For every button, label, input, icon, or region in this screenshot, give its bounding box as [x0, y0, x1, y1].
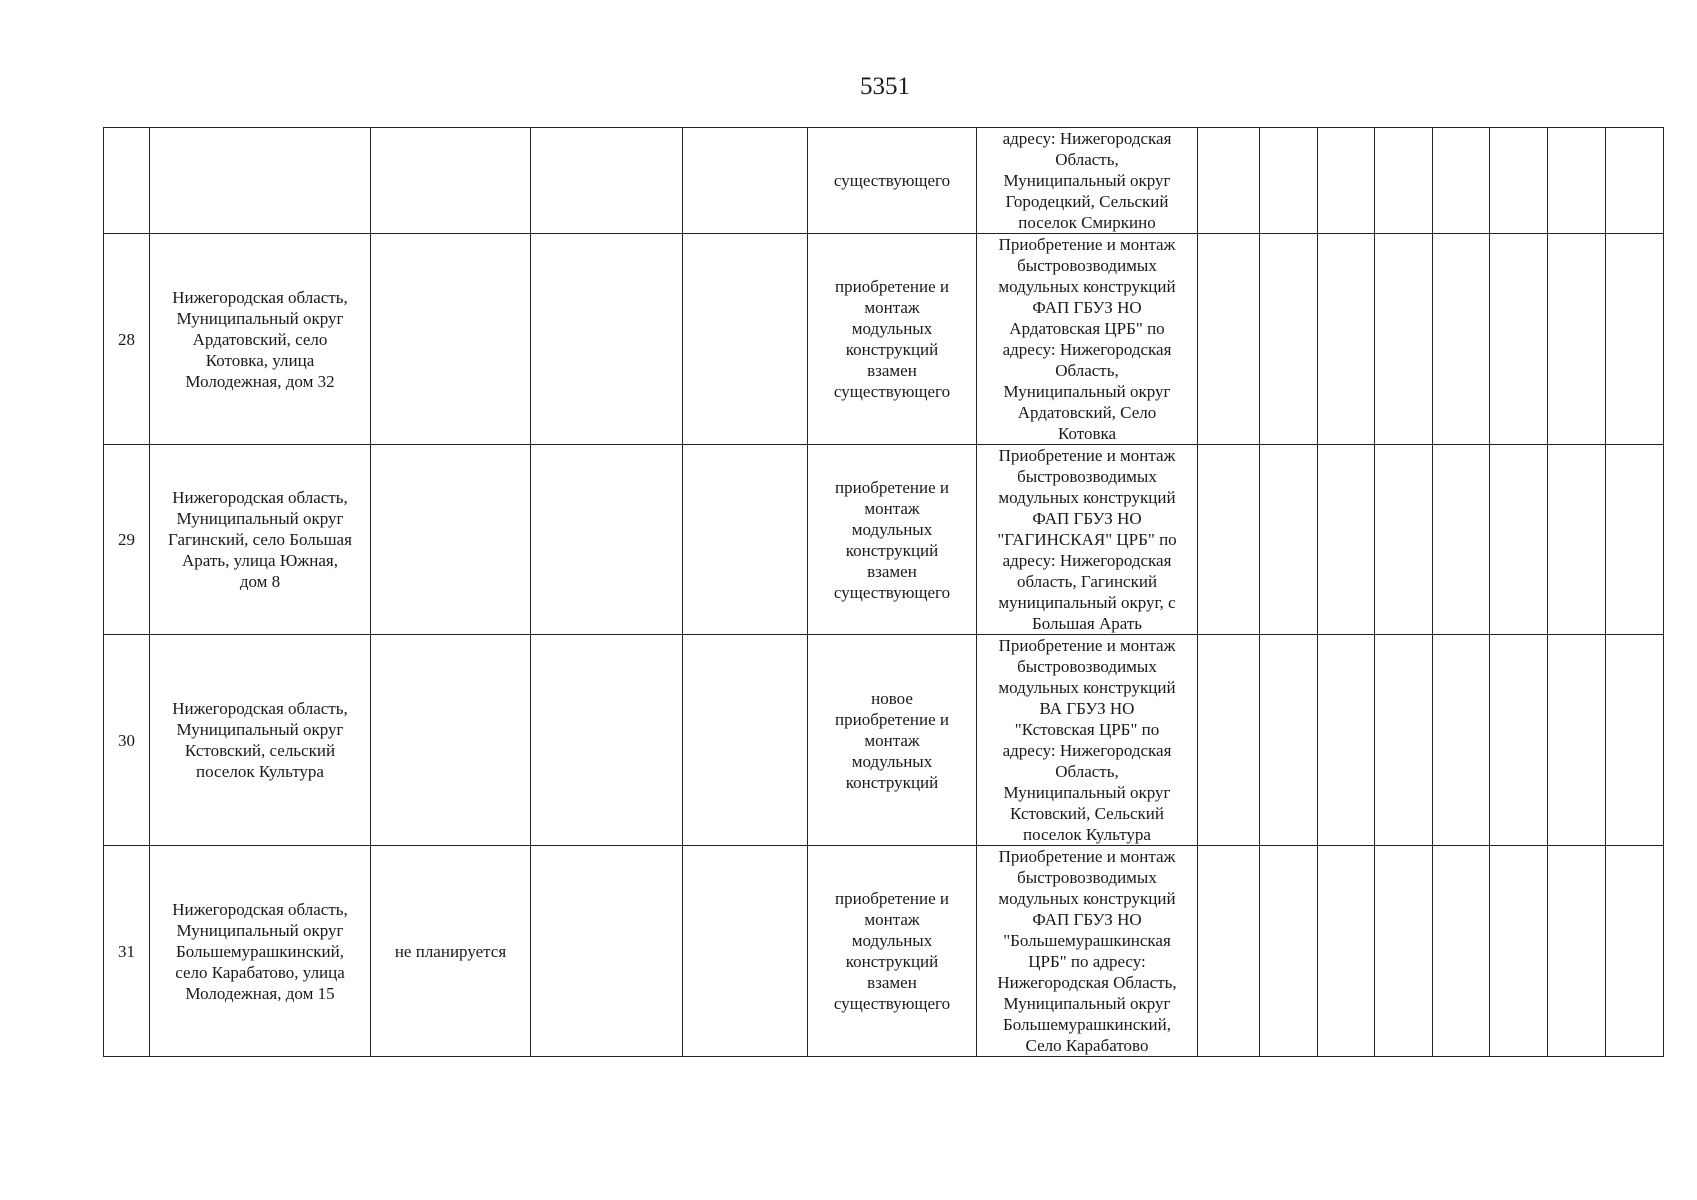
cell-line: монтаж — [864, 298, 920, 317]
empty-cell — [1260, 445, 1318, 635]
cell-line: ФАП ГБУЗ НО — [1032, 509, 1142, 528]
empty-cell — [1198, 635, 1260, 846]
cell-line: конструкций — [845, 772, 939, 792]
description-cell — [977, 846, 1198, 1057]
empty-cell — [1606, 445, 1664, 635]
empty-cell — [1433, 846, 1490, 1057]
cell-line: ФАП ГБУЗ НО — [1032, 298, 1142, 317]
cell-line: модульных — [851, 751, 933, 771]
page-number: 5351 — [860, 73, 910, 100]
empty-cell — [1198, 445, 1260, 635]
cell-line: модульных — [851, 519, 933, 539]
cell-line: Кстовский, Сельский — [1010, 804, 1164, 823]
cell-line: "ГАГИНСКАЯ" ЦРБ" по — [997, 530, 1177, 549]
cell-line: Котовка, улица — [205, 350, 315, 370]
empty-cell — [683, 635, 808, 846]
empty-cell — [1318, 234, 1375, 445]
cell-line: монтаж — [864, 730, 920, 750]
cell-line: Нижегородская Область, — [997, 973, 1177, 992]
cell-line: монтаж — [864, 498, 920, 518]
cell-line: Большемурашкинский, — [1002, 1015, 1171, 1034]
cell-line: Нижегородская область, — [172, 488, 348, 507]
empty-cell — [1490, 445, 1548, 635]
cell-line: адресу: Нижегородская — [1002, 129, 1172, 148]
cell-line: село Карабатово, улица — [175, 962, 345, 982]
cell-line: быстровозводимых — [1017, 467, 1157, 486]
cell-line: муниципальный округ, с — [998, 593, 1176, 612]
empty-cell — [1375, 128, 1433, 234]
cell-line: Область, — [1055, 361, 1119, 380]
cell-line: взамен — [867, 361, 917, 380]
empty-cell — [1260, 234, 1318, 445]
empty-cell — [1260, 128, 1318, 234]
cell-line: модульных конструкций — [998, 277, 1176, 296]
cell-line: Муниципальный округ — [1003, 382, 1171, 401]
empty-cell — [1375, 234, 1433, 445]
empty-cell — [1548, 846, 1606, 1057]
cell-line: Кстовский, сельский — [184, 741, 336, 760]
cell-line: приобретение и — [835, 477, 949, 497]
empty-cell — [531, 846, 683, 1057]
empty-cell — [1490, 128, 1548, 234]
cell-line: Муниципальный округ — [1003, 171, 1171, 190]
cell-line: адресу: Нижегородская — [1002, 551, 1172, 570]
cell-line: конструкций — [845, 540, 939, 560]
cell-line: Муниципальный округ — [176, 509, 344, 528]
table-row — [104, 635, 1664, 846]
cell-line: приобретение и — [835, 277, 949, 296]
empty-cell — [1606, 234, 1664, 445]
address-cell — [150, 445, 371, 635]
cell-line: Муниципальный округ — [176, 920, 344, 940]
cell-line: Муниципальный округ — [1003, 783, 1171, 802]
cell-line: Муниципальный округ — [1003, 994, 1171, 1013]
work-type-cell — [808, 445, 977, 635]
cell-line: Молодежная, дом 15 — [185, 983, 335, 1003]
work-type-cell — [808, 846, 977, 1057]
cell-line: "Кстовская ЦРБ" по — [1014, 720, 1160, 739]
cell-line: Нижегородская область, — [172, 699, 348, 718]
cell-line: Нижегородская область, — [172, 287, 348, 307]
cell-line: Приобретение и монтаж — [998, 235, 1176, 254]
empty-cell — [1433, 635, 1490, 846]
cell-line: Ардатовская ЦРБ" по — [1009, 319, 1165, 338]
cell-line: быстровозводимых — [1017, 256, 1157, 275]
cell-line: модульных конструкций — [998, 889, 1176, 908]
cell-line: дом 8 — [239, 572, 281, 591]
empty-cell — [1490, 846, 1548, 1057]
cell-line: Село Карабатово — [1025, 1036, 1149, 1055]
address-cell — [150, 128, 371, 234]
cell-line: поселок Культура — [196, 762, 324, 781]
empty-cell — [1318, 635, 1375, 846]
description-cell — [977, 234, 1198, 445]
cell-line: модульных — [851, 931, 933, 950]
empty-cell — [1548, 445, 1606, 635]
cell-line: Нижегородская область, — [172, 899, 348, 919]
empty-cell — [1198, 846, 1260, 1057]
row-number-cell: 29 — [104, 445, 150, 635]
address-cell — [150, 234, 371, 445]
empty-cell — [1318, 128, 1375, 234]
cell-line: адресу: Нижегородская — [1002, 741, 1172, 760]
cell-line: Большая Арать — [1031, 614, 1143, 633]
empty-cell — [1433, 234, 1490, 445]
cell-line: Ардатовский, село — [192, 329, 328, 349]
empty-cell — [1548, 234, 1606, 445]
cell-line: Приобретение и монтаж — [998, 636, 1176, 655]
cell-line: приобретение и — [835, 889, 949, 908]
cell-line: монтаж — [864, 910, 920, 929]
cell-line: новое — [871, 688, 913, 708]
empty-cell — [683, 846, 808, 1057]
plan-status-cell — [371, 635, 531, 846]
description-cell — [977, 128, 1198, 234]
empty-cell — [1375, 635, 1433, 846]
empty-cell — [531, 234, 683, 445]
empty-cell — [1606, 846, 1664, 1057]
cell-line: область, Гагинский — [1016, 572, 1158, 591]
row-number-cell: 28 — [104, 234, 150, 445]
empty-cell — [1198, 128, 1260, 234]
plan-status-cell — [371, 445, 531, 635]
description-cell — [977, 635, 1198, 846]
cell-line: существующего — [833, 171, 951, 190]
cell-line: взамен — [867, 973, 917, 992]
cell-line: Котовка — [1057, 424, 1117, 443]
cell-line: модульных конструкций — [998, 488, 1176, 507]
empty-cell — [1318, 846, 1375, 1057]
empty-cell — [1375, 846, 1433, 1057]
cell-line: приобретение и — [835, 709, 949, 729]
row-number-cell: 30 — [104, 635, 150, 846]
empty-cell — [1433, 445, 1490, 635]
cell-line: Муниципальный округ — [176, 308, 344, 328]
empty-cell — [531, 128, 683, 234]
cell-line: Область, — [1055, 150, 1119, 169]
description-cell — [977, 445, 1198, 635]
row-number-cell: 31 — [104, 846, 150, 1057]
empty-cell — [1260, 846, 1318, 1057]
empty-cell — [1375, 445, 1433, 635]
empty-cell — [1548, 128, 1606, 234]
work-type-cell — [808, 635, 977, 846]
cell-line: существующего — [833, 582, 951, 602]
empty-cell — [1318, 445, 1375, 635]
cell-line: взамен — [867, 561, 917, 581]
cell-line: Область, — [1055, 762, 1119, 781]
cell-line: существующего — [833, 994, 951, 1013]
cell-line: поселок Культура — [1023, 825, 1151, 844]
empty-cell — [1198, 234, 1260, 445]
empty-cell — [683, 445, 808, 635]
cell-line: быстровозводимых — [1017, 657, 1157, 676]
cell-line: ФАП ГБУЗ НО — [1032, 910, 1142, 929]
cell-line: Молодежная, дом 32 — [185, 371, 335, 391]
cell-line: быстровозводимых — [1017, 868, 1157, 887]
data-table — [103, 127, 1664, 1057]
cell-line: "Большемурашкинская — [1003, 931, 1171, 950]
cell-line: адресу: Нижегородская — [1002, 340, 1172, 359]
cell-line: Муниципальный округ — [176, 720, 344, 739]
cell-line: ВА ГБУЗ НО — [1039, 699, 1135, 718]
cell-line: Большемурашкинский, — [175, 941, 344, 961]
table-row — [104, 128, 1664, 234]
empty-cell — [1606, 128, 1664, 234]
cell-line: конструкций — [845, 340, 939, 359]
row-number-cell — [104, 128, 150, 234]
table-row — [104, 846, 1664, 1057]
cell-line: поселок Смиркино — [1018, 213, 1156, 232]
cell-line: конструкций — [845, 952, 939, 971]
empty-cell — [1548, 635, 1606, 846]
cell-line: существующего — [833, 382, 951, 401]
plan-status-cell: не планируется — [371, 846, 531, 1057]
cell-line: Ардатовский, Село — [1017, 403, 1157, 422]
plan-status-cell — [371, 234, 531, 445]
cell-line: ЦРБ" по адресу: — [1028, 952, 1146, 971]
work-type-cell — [808, 234, 977, 445]
cell-line: Городецкий, Сельский — [1005, 192, 1169, 211]
address-cell — [150, 635, 371, 846]
empty-cell — [1490, 234, 1548, 445]
empty-cell — [1433, 128, 1490, 234]
cell-line: Гагинский, село Большая — [168, 530, 352, 549]
empty-cell — [531, 445, 683, 635]
empty-cell — [1490, 635, 1548, 846]
empty-cell — [683, 128, 808, 234]
empty-cell — [531, 635, 683, 846]
table-row — [104, 234, 1664, 445]
address-cell — [150, 846, 371, 1057]
cell-line: модульных — [851, 319, 933, 338]
table-row — [104, 445, 1664, 635]
cell-line: Приобретение и монтаж — [998, 446, 1176, 465]
work-type-cell — [808, 128, 977, 234]
plan-status-cell — [371, 128, 531, 234]
cell-line: Арать, улица Южная, — [182, 551, 338, 570]
cell-line: модульных конструкций — [998, 678, 1176, 697]
empty-cell — [683, 234, 808, 445]
cell-line: Приобретение и монтаж — [998, 847, 1176, 866]
empty-cell — [1260, 635, 1318, 846]
empty-cell — [1606, 635, 1664, 846]
